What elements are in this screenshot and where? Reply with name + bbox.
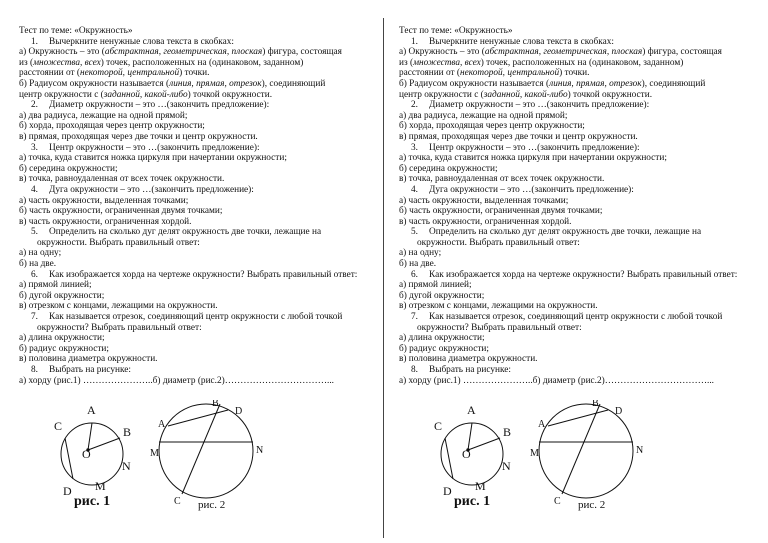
option: в) прямая, проходящая через две точки и центр окружности. bbox=[19, 131, 258, 142]
q1-item-b: б) Радиусом окружности называется (линия, прямая, отрезок), соединяющий bbox=[399, 78, 706, 89]
label-o: O bbox=[462, 447, 471, 461]
label-b: B bbox=[212, 400, 219, 409]
label-d: D bbox=[615, 406, 623, 417]
option: б) хорда, проходящая через центр окружности; bbox=[19, 121, 205, 132]
test-title: Тест по теме: «Окружность» bbox=[399, 26, 513, 36]
option: б) часть окружности, ограниченная двумя точками; bbox=[399, 206, 603, 217]
option: а) точка, куда ставится ножка циркуля при начертании окружности; bbox=[399, 153, 667, 164]
question-7-cont: окружности? Выбрать правильный ответ: bbox=[37, 322, 202, 333]
question-5: 5. Определить на сколько дуг делят окружность две точки, лежащие на bbox=[31, 227, 322, 238]
label-d: D bbox=[443, 484, 452, 498]
test-column-right bbox=[399, 26, 759, 386]
question-7: 7. Как называется отрезок, соединяющий центр окружности с любой точкой bbox=[31, 312, 343, 323]
q1-item-a-cont2: расстоянии от (некоторой, центральной) точки. bbox=[399, 68, 590, 79]
label-m: M bbox=[530, 448, 539, 459]
question-5-cont: окружности. Выбрать правильный ответ: bbox=[37, 237, 200, 248]
label-a: A bbox=[467, 403, 476, 417]
figures-right bbox=[430, 400, 660, 527]
option: б) радиус окружности; bbox=[19, 343, 109, 354]
label-n: N bbox=[502, 459, 511, 473]
label-b: B bbox=[123, 425, 132, 439]
label-n: N bbox=[636, 445, 644, 456]
label-c: C bbox=[434, 419, 443, 433]
label-m: M bbox=[475, 479, 486, 493]
q1-item-b-cont: центр окружности с (заданной, какой-либо) точкой окружности. bbox=[19, 89, 273, 100]
answer-blanks: а) хорду (рис.1) …………………..б) диаметр (рис.2)……………………………... bbox=[399, 375, 714, 386]
label-c: C bbox=[54, 419, 63, 433]
option: в) отрезком с концами, лежащими на окружности. bbox=[19, 301, 218, 312]
label-d: D bbox=[63, 484, 72, 498]
figure-2-caption: рис. 2 bbox=[578, 499, 606, 511]
label-b: B bbox=[592, 400, 599, 409]
radius-ob bbox=[468, 438, 500, 450]
answer-blanks: а) хорду (рис.1) …………………..б) диаметр (рис.2)……………………………... bbox=[19, 375, 334, 386]
option: а) длина окружности; bbox=[399, 333, 485, 344]
option: а) на одну; bbox=[399, 248, 442, 259]
option: а) на одну; bbox=[19, 248, 62, 259]
label-m: M bbox=[95, 479, 106, 493]
q1-item-b: б) Радиусом окружности называется (линия, прямая, отрезок), соединяющий bbox=[19, 78, 326, 89]
label-c: C bbox=[174, 496, 181, 507]
question-6: 6. Как изображается хорда на чертеже окружности? Выбрать правильный ответ: bbox=[31, 269, 358, 280]
radius-oa bbox=[468, 423, 472, 450]
label-a: A bbox=[87, 403, 96, 417]
question-7: 7. Как называется отрезок, соединяющий центр окружности с любой точкой bbox=[411, 312, 723, 323]
label-c: C bbox=[554, 496, 561, 507]
question-2: 2. Диаметр окружности – это …(закончить предложение): bbox=[31, 100, 270, 111]
q1-item-a-cont: из (множества, всех) точек, расположенных на (одинаковом, заданном) bbox=[399, 57, 684, 68]
label-o: O bbox=[82, 447, 91, 461]
option: б) хорда, проходящая через центр окружности; bbox=[399, 121, 585, 132]
question-7-cont: окружности? Выбрать правильный ответ: bbox=[417, 322, 582, 333]
figure-2 bbox=[159, 404, 253, 498]
option: а) часть окружности, выделенная точками; bbox=[399, 195, 569, 206]
option: б) середина окружности; bbox=[399, 163, 498, 174]
question-1: 1. Вычеркните ненужные слова текста в скобках: bbox=[31, 36, 234, 47]
circle bbox=[441, 423, 503, 485]
question-6: 6. Как изображается хорда на чертеже окружности? Выбрать правильный ответ: bbox=[411, 269, 738, 280]
q1-item-a-cont: из (множества, всех) точек, расположенных на (одинаковом, заданном) bbox=[19, 57, 304, 68]
radius-oa bbox=[88, 423, 92, 450]
q1-item-a-cont2: расстоянии от (некоторой, центральной) точки. bbox=[19, 68, 210, 79]
option: б) дугой окружности; bbox=[19, 290, 105, 301]
question-1: 1. Вычеркните ненужные слова текста в скобках: bbox=[411, 36, 614, 47]
figure-1-caption: рис. 1 bbox=[74, 494, 111, 509]
chord-ab bbox=[168, 410, 228, 426]
test-title: Тест по теме: «Окружность» bbox=[19, 26, 133, 36]
option: в) прямая, проходящая через две точки и центр окружности. bbox=[399, 131, 638, 142]
figures-left bbox=[50, 400, 280, 527]
question-8: 8. Выбрать на рисунке: bbox=[31, 365, 132, 375]
figure-2 bbox=[539, 404, 633, 498]
test-column-left bbox=[19, 26, 379, 386]
option: б) дугой окружности; bbox=[399, 290, 485, 301]
column-divider bbox=[383, 18, 384, 538]
option: б) на две. bbox=[399, 259, 437, 270]
option: в) точка, равноудаленная от всех точек окружности. bbox=[19, 174, 225, 185]
option: в) часть окружности, ограниченная хордой. bbox=[399, 216, 572, 227]
label-n: N bbox=[256, 445, 264, 456]
label-m: M bbox=[150, 448, 159, 459]
radius-ob bbox=[88, 438, 120, 450]
question-8: 8. Выбрать на рисунке: bbox=[411, 365, 512, 375]
q1-item-b-cont: центр окружности с (заданной, какой-либо) точкой окружности. bbox=[399, 89, 653, 100]
figure-1 bbox=[441, 423, 503, 485]
label-a: A bbox=[538, 419, 546, 430]
question-3: 3. Центр окружности – это …(закончить предложение): bbox=[31, 142, 260, 153]
option: б) радиус окружности; bbox=[399, 343, 489, 354]
figure-1 bbox=[61, 423, 123, 485]
label-n: N bbox=[122, 459, 131, 473]
option: в) половина диаметра окружности. bbox=[399, 354, 538, 365]
question-2: 2. Диаметр окружности – это …(закончить предложение): bbox=[411, 100, 650, 111]
option: б) часть окружности, ограниченная двумя точками; bbox=[19, 206, 223, 217]
question-4: 4. Дуга окружности – это …(закончить предложение): bbox=[411, 184, 634, 195]
option: а) два радиуса, лежащие на одной прямой; bbox=[399, 110, 568, 121]
option: б) середина окружности; bbox=[19, 163, 118, 174]
option: а) часть окружности, выделенная точками; bbox=[19, 195, 189, 206]
circle bbox=[539, 404, 633, 498]
chord-cd bbox=[65, 438, 73, 479]
option: в) точка, равноудаленная от всех точек окружности. bbox=[399, 174, 605, 185]
geometry-figures bbox=[50, 400, 280, 522]
option: а) прямой линией; bbox=[399, 280, 472, 291]
figure-1-caption: рис. 1 bbox=[454, 494, 491, 509]
option: а) точка, куда ставится ножка циркуля при начертании окружности; bbox=[19, 153, 287, 164]
chord-ab bbox=[548, 410, 608, 426]
label-a: A bbox=[158, 419, 166, 430]
option: а) два радиуса, лежащие на одной прямой; bbox=[19, 110, 188, 121]
option: а) прямой линией; bbox=[19, 280, 92, 291]
label-d: D bbox=[235, 406, 243, 417]
question-3: 3. Центр окружности – это …(закончить предложение): bbox=[411, 142, 640, 153]
question-4: 4. Дуга окружности – это …(закончить предложение): bbox=[31, 184, 254, 195]
question-5-cont: окружности. Выбрать правильный ответ: bbox=[417, 237, 580, 248]
q1-item-a: а) Окружность – это (абстрактная, геометрическая, плоская) фигура, состоящая bbox=[399, 47, 722, 58]
option: в) половина диаметра окружности. bbox=[19, 354, 158, 365]
label-b: B bbox=[503, 425, 512, 439]
geometry-figures bbox=[430, 400, 660, 522]
option: в) отрезком с концами, лежащими на окружности. bbox=[399, 301, 598, 312]
option: б) на две. bbox=[19, 259, 57, 270]
circle bbox=[159, 404, 253, 498]
chord-cd bbox=[445, 438, 453, 479]
q1-item-a: а) Окружность – это (абстрактная, геометрическая, плоская) фигура, состоящая bbox=[19, 47, 342, 58]
option: а) длина окружности; bbox=[19, 333, 105, 344]
question-5: 5. Определить на сколько дуг делят окружность две точки, лежащие на bbox=[411, 227, 702, 238]
figure-2-caption: рис. 2 bbox=[198, 499, 226, 511]
circle bbox=[61, 423, 123, 485]
option: в) часть окружности, ограниченная хордой. bbox=[19, 216, 192, 227]
